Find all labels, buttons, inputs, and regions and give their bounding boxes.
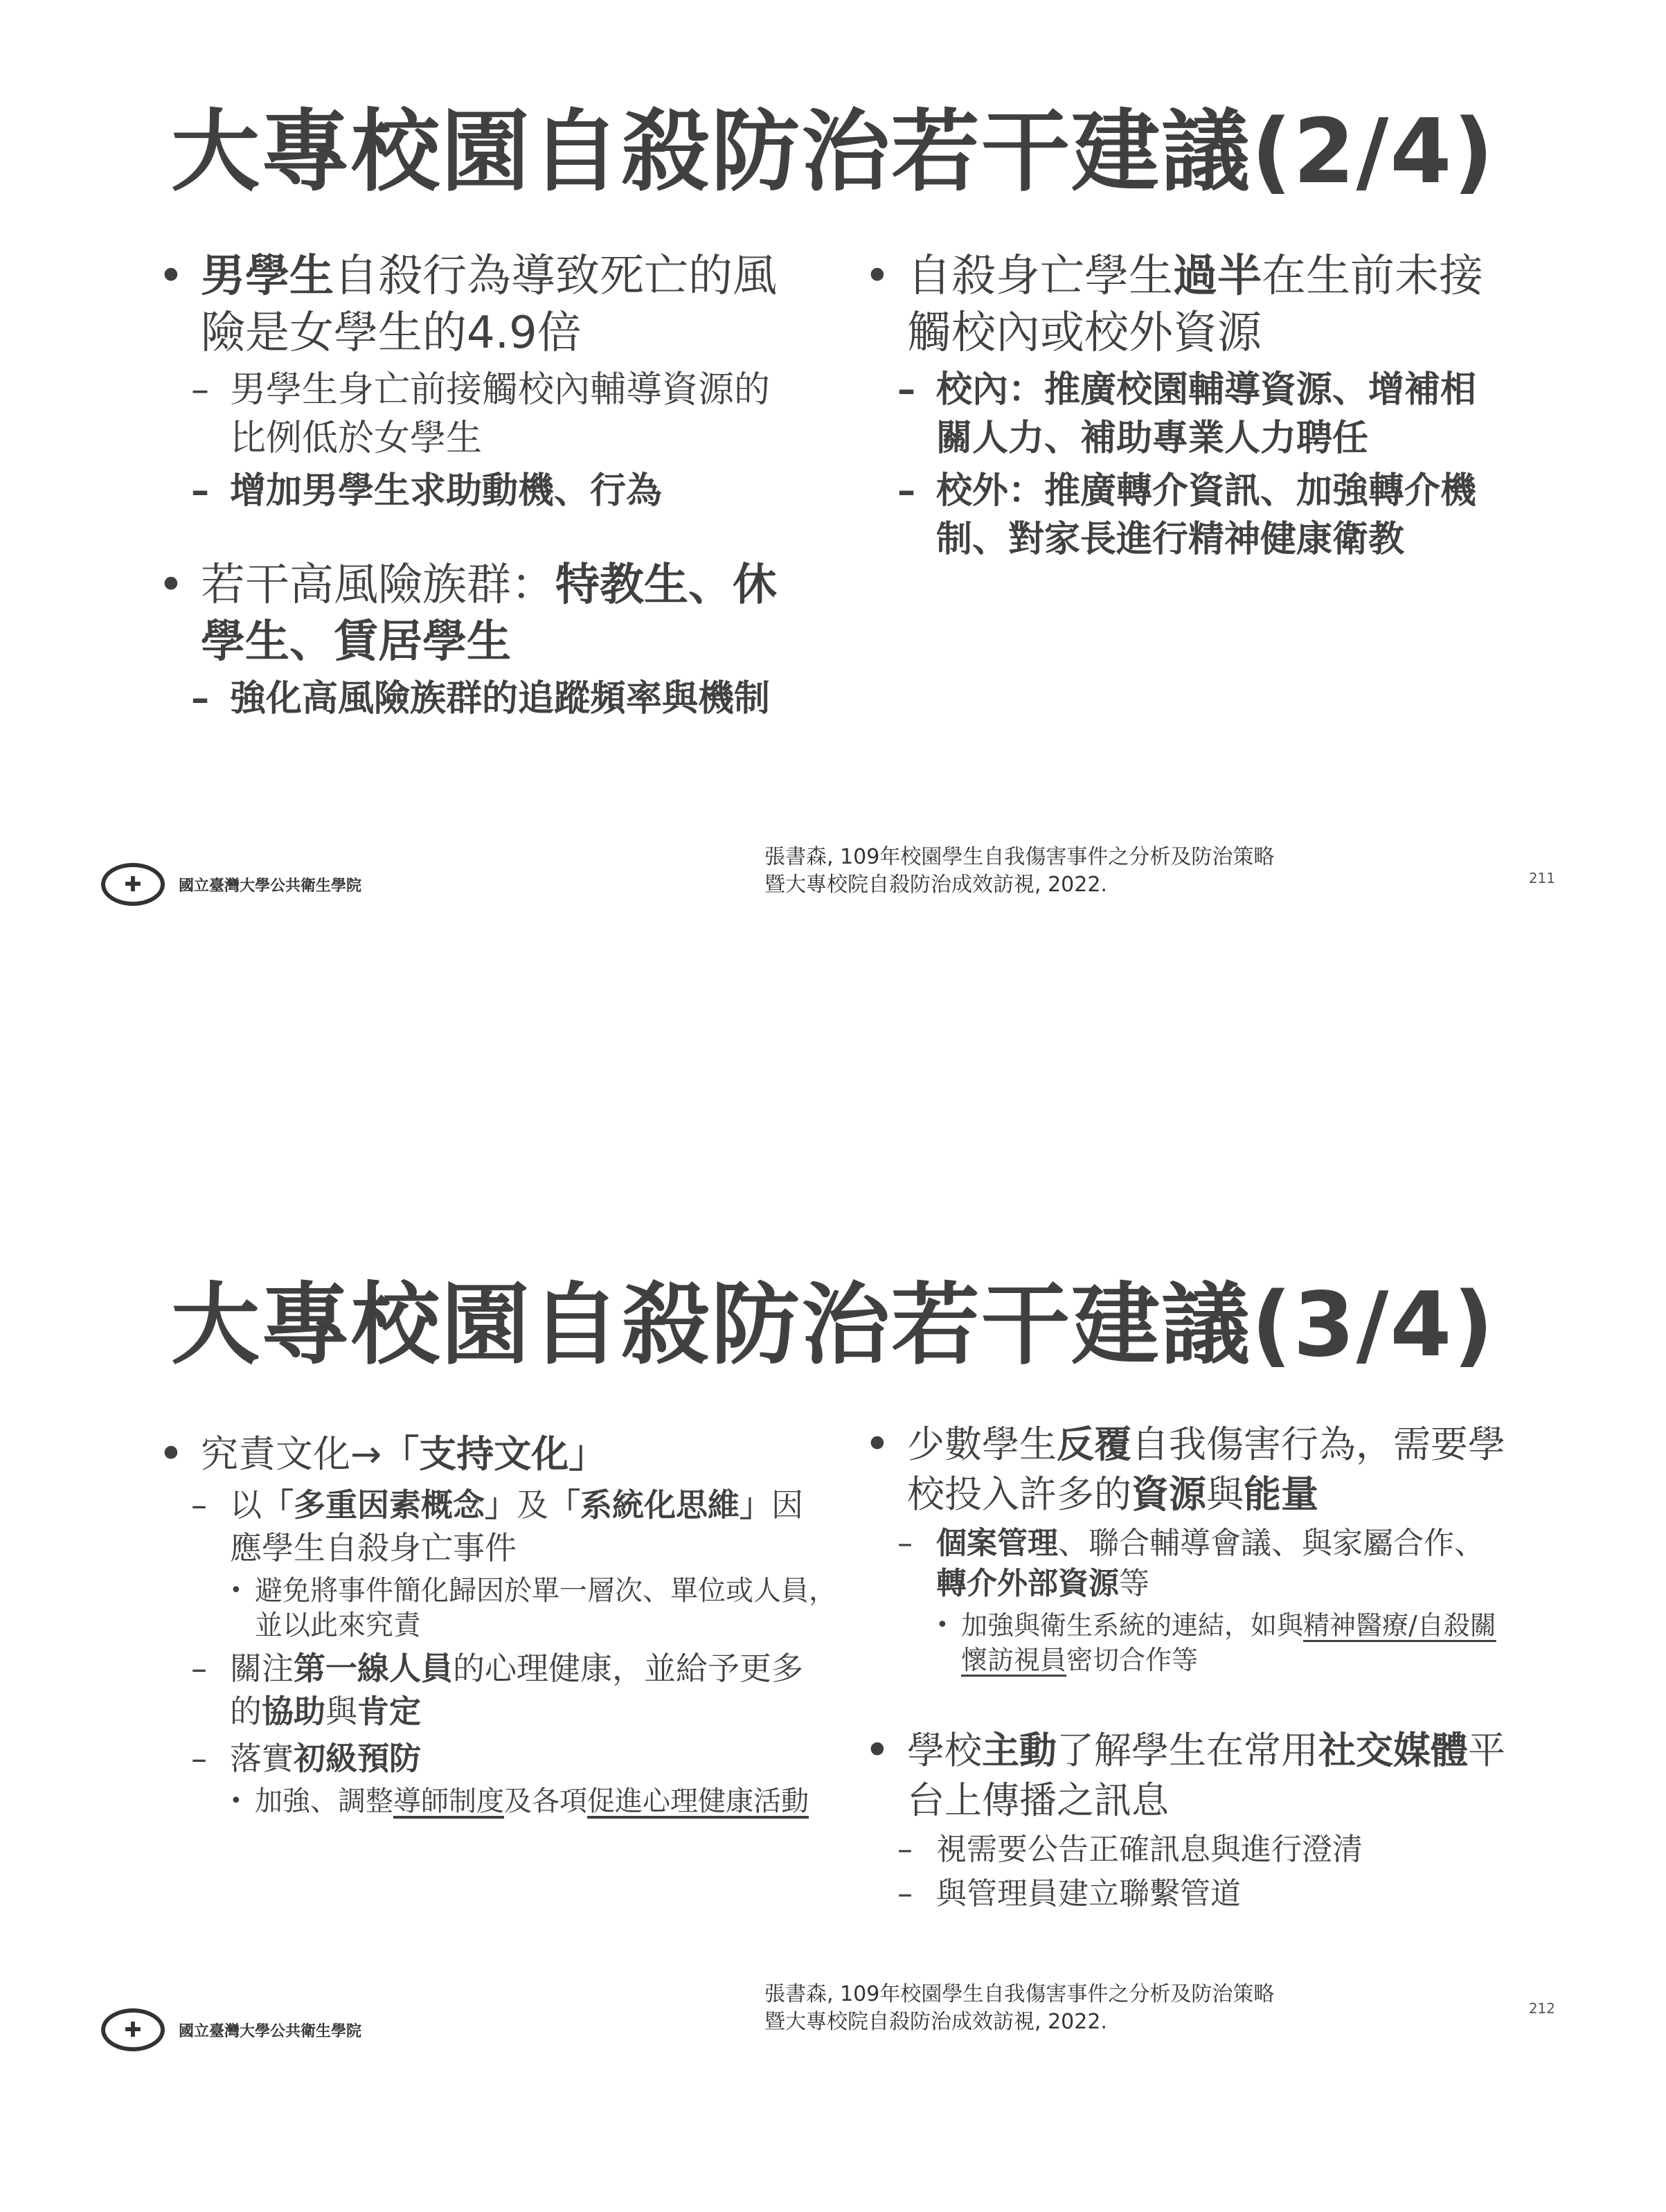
- bullet-support-culture: • 究責文化→「支持文化」: [158, 1429, 607, 1480]
- dash-icon: –: [897, 470, 915, 512]
- footer-logo: ✚ 國立臺灣大學公共衛生學院: [101, 2008, 361, 2051]
- page-number: 211: [1528, 870, 1555, 886]
- slide-title: 大專校園自殺防治若干建議(2/4): [171, 100, 1495, 204]
- bullet-high-risk-groups: • 若干高風險族群：特教生、休 學生、賃居學生: [158, 557, 850, 670]
- bullet-icon: •: [864, 1725, 890, 1776]
- left-column: [158, 1429, 850, 1819]
- page-number: 212: [1528, 2000, 1555, 2017]
- sub-item: – 強化高風險族群的追蹤頻率與機制: [158, 675, 850, 723]
- right-column: [864, 1420, 1557, 1914]
- bullet-icon: •: [158, 1429, 184, 1480]
- dash-icon: –: [897, 1876, 913, 1911]
- dash-icon: –: [191, 1650, 207, 1687]
- ntu-logo-icon: ✚: [101, 863, 165, 906]
- sub-sub-item: • 加強與衛生系統的連結，如與精神醫療/自殺關 懷訪視員密切合作等: [864, 1608, 1557, 1677]
- slide-211: [0, 0, 1666, 1080]
- sub-item: – 視需要公告正確訊息與進行澄清: [864, 1830, 1557, 1870]
- slide-212: [0, 1132, 1666, 2212]
- bullet-no-contact: • 自殺身亡學生過半在生前未接 觸校內或校外資源: [864, 248, 1557, 362]
- bullet-repeated-self-harm: • 少數學生反覆自我傷害行為，需要學 校投入許多的資源與能量: [864, 1419, 1505, 1516]
- dash-icon: –: [191, 1486, 207, 1524]
- ntu-logo-icon: ✚: [101, 2008, 165, 2051]
- dash-icon: –: [897, 1832, 913, 1867]
- bullet-icon: •: [936, 1613, 949, 1637]
- bullet-icon: •: [864, 1419, 890, 1470]
- bullet-social-media: • 學校主動了解學生在常用社交媒體平 台上傳播之訊息: [864, 1725, 1505, 1822]
- citation: 張書森, 109年校園學生自我傷害事件之分析及防治策略 暨大專校院自殺防治成效訪視, 2022.: [764, 845, 1275, 897]
- bullet-icon: •: [230, 1789, 242, 1813]
- dash-icon: –: [191, 369, 209, 411]
- sub-item: – 男學生身亡前接觸校內輔導資源的 比例低於女學生: [158, 366, 850, 463]
- sub-item: – 與管理員建立聯繫管道: [864, 1874, 1557, 1914]
- dash-icon: –: [897, 369, 915, 411]
- sub-item: – 關注第一線人員的心理健康，並給予更多 的協助與肯定: [158, 1647, 850, 1733]
- dash-icon: –: [191, 470, 209, 512]
- sub-sub-item: • 加強、調整導師制度及各項促進心理健康活動: [230, 1785, 809, 1817]
- sub-item: – 校內：推廣校園輔導資源、增補相 關人力、補助專業人力聘任: [864, 366, 1557, 463]
- bullet-icon: •: [158, 560, 184, 611]
- bullet-icon: •: [158, 251, 184, 302]
- bullet-male-risk: • 男學生自殺行為導致死亡的風 險是女學生的4.9倍: [158, 248, 850, 362]
- right-column: [864, 248, 1557, 564]
- sub-item: – 落實初級預防: [158, 1737, 850, 1780]
- dash-icon: –: [897, 1526, 913, 1561]
- slide-title: 大專校園自殺防治若干建議(3/4): [171, 1274, 1495, 1377]
- bullet-icon: •: [230, 1578, 242, 1603]
- left-column: [158, 248, 850, 723]
- dash-icon: –: [191, 678, 209, 720]
- footer-logo: ✚ 國立臺灣大學公共衛生學院: [101, 863, 361, 906]
- sub-item: – 增加男學生求助動機、行為: [158, 467, 850, 515]
- citation: 張書森, 109年校園學生自我傷害事件之分析及防治策略 暨大專校院自殺防治成效訪視, 2022.: [764, 1982, 1275, 2034]
- bullet-icon: •: [864, 251, 890, 302]
- sub-item: – 校外：推廣轉介資訊、加強轉介機 制、對家長進行精神健康衛教: [864, 467, 1557, 564]
- sub-item: – 以「多重因素概念」及「系統化思維」因 應學生自殺身亡事件: [158, 1483, 850, 1569]
- sub-sub-item: • 避免將事件簡化歸因於單一層次、單位或人員， 並以此來究責: [230, 1575, 836, 1641]
- dash-icon: –: [191, 1740, 207, 1777]
- sub-item: – 個案管理、聯合輔導會議、與家屬合作、 轉介外部資源等: [864, 1524, 1557, 1604]
